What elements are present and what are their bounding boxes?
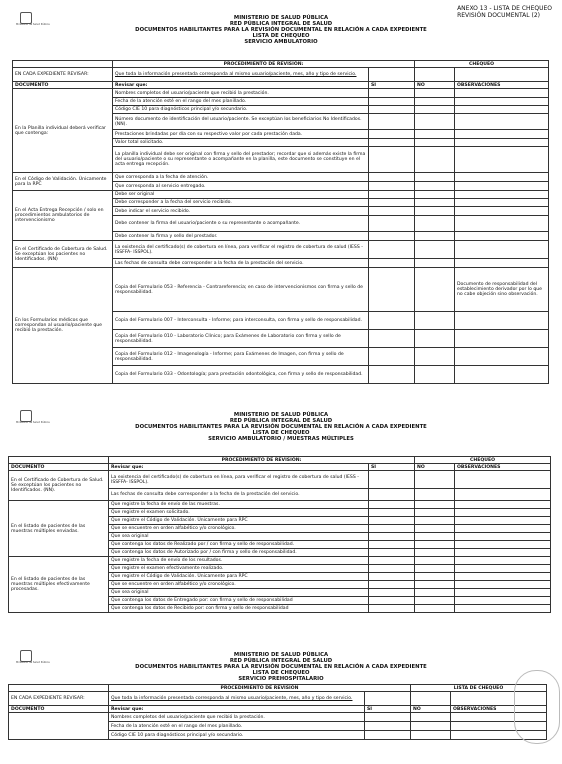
observations-cell[interactable] [455,232,549,241]
check-si[interactable] [369,525,415,533]
observations-cell[interactable] [455,312,549,330]
check-si[interactable] [369,89,415,98]
check-no[interactable] [415,489,455,501]
check-no[interactable] [415,533,455,541]
observations-cell[interactable] [455,68,549,82]
check-si[interactable] [369,581,415,589]
review-item: La existencia del certificado(s) de cobertura en línea, para verificar el registro de cobertura de salud (IESS - ISSFFA- ISSPOL). [109,471,369,489]
check-si[interactable] [369,241,415,259]
check-si[interactable] [369,517,415,525]
check-no[interactable] [415,471,455,489]
observations-cell[interactable] [455,330,549,348]
col-no: NO [415,464,455,471]
review-item: Copia del Formulario 033 - Odontología; para prestación odontológica, con firma y sello de responsabilidad. [113,366,369,384]
review-item: Que corresponda a la fecha de atención. [113,173,369,182]
review-item: Las fechas de consulta debe corresponder a la fecha de la prestación del servicio. [109,489,369,501]
list-title: LISTA DE CHEQUEO [252,33,310,39]
col-observaciones: OBSERVACIONES [451,706,547,713]
check-no[interactable] [415,348,455,366]
observations-cell[interactable] [455,216,549,232]
check-no[interactable] [415,98,455,106]
observations-cell[interactable] [455,106,549,114]
section-3-header [0,652,562,682]
check-si[interactable] [369,232,415,241]
observations-cell[interactable] [455,147,549,173]
check-no[interactable] [415,216,455,232]
check-si[interactable] [369,98,415,106]
check-si[interactable] [369,605,415,613]
review-item: Que registre el examen solicitado. [109,509,369,517]
network-title: RED PÚBLICA INTEGRAL DE SALUD [229,418,333,424]
check-si[interactable] [369,330,415,348]
observations-cell[interactable] [455,509,551,517]
review-item: Que se encuentre en orden alfabético y/o cronológico. [109,581,369,589]
observations-cell[interactable] [455,259,549,268]
check-no[interactable] [415,114,455,130]
observations-cell[interactable] [455,581,551,589]
check-no[interactable] [415,517,455,525]
service-title: SERVICIO AMBULATORIO / MUESTRAS MÚLTIPLES [208,436,354,442]
check-si[interactable] [369,501,415,509]
observations-cell[interactable] [455,139,549,147]
observations-cell[interactable] [455,182,549,191]
col-si: SI [369,82,415,89]
check-si[interactable] [365,731,411,740]
check-header: CHEQUEO [415,61,549,68]
col-revisar: Revisar que: [109,464,369,471]
checklist-table-ambulatorio [12,60,549,384]
check-si[interactable] [369,312,415,330]
group-label: En el Certificado de Cobertura de Salud. Se exceptúan los pacientes no Identificados. (NN) [13,241,113,268]
group-label: En la Planilla individual deberá verificar que contenga: [13,89,113,173]
check-no[interactable] [411,713,451,722]
observations-cell[interactable] [455,348,549,366]
check-no[interactable] [415,241,455,259]
review-item: Valor total solicitado. [113,139,369,147]
check-no[interactable] [415,366,455,384]
check-no[interactable] [415,525,455,533]
observations-cell[interactable] [455,573,551,581]
group-label: En el Acta Entrega Recepción / solo en procedimientos ambulatorios de intervencionismo [13,191,113,241]
list-title: LISTA DE CHEQUEO [252,430,310,436]
review-item: Que registre el Código de Validación. Únicamente para RPC [109,517,369,525]
group-label: En el listado de pacientes de las muestras múltiples efectivamente procesadas. [9,557,109,613]
check-no[interactable] [415,182,455,191]
col-documento: DOCUMENTO [13,82,113,89]
expediente-text: Que toda la información presentada corresponda al mismo usuario/paciente, mes, año y tipo de servicio. [109,692,365,706]
check-si[interactable] [369,565,415,573]
check-no[interactable] [415,139,455,147]
col-revisar: Revisar que: [109,706,365,713]
annex-line-1: ANEXO 13 - LISTA DE CHEQUEO [457,5,552,12]
check-si[interactable] [365,692,411,706]
check-no[interactable] [411,731,451,740]
approval-stamp [514,670,560,744]
check-si[interactable] [369,207,415,216]
check-si[interactable] [369,68,415,82]
group-label [9,713,109,740]
annex-line-2: REVISIÓN DOCUMENTAL (2) [457,12,541,19]
expediente-text: Que toda la información presentada corresponda al mismo usuario/paciente, mes, año y tipo de servicio. [113,68,369,82]
col-revisar: Revisar que: [113,82,369,89]
col-documento: DOCUMENTO [9,706,109,713]
check-no[interactable] [415,501,455,509]
check-si[interactable] [369,268,415,312]
check-si[interactable] [365,713,411,722]
checklist-table-muestras [8,456,551,613]
observations-cell[interactable] [455,241,549,259]
review-item: Que sea original [109,533,369,541]
check-si[interactable] [369,471,415,489]
review-item: Fecha de la atención esté en el rango del mes planillado. [113,98,369,106]
check-si[interactable] [369,216,415,232]
check-si[interactable] [369,549,415,557]
observations-cell[interactable] [455,489,551,501]
check-no[interactable] [411,692,451,706]
observations-cell[interactable] [455,191,549,199]
check-no[interactable] [415,581,455,589]
check-no[interactable] [415,605,455,613]
review-item: Prestaciones brindadas por día con su respectivo valor por cada prestación dada. [113,130,369,139]
network-title: RED PÚBLICA INTEGRAL DE SALUD [229,21,333,27]
logo-caption: Ministerio de Salud Pública [16,23,50,26]
check-no[interactable] [415,106,455,114]
group-label: En el Código de Validación. Únicamente para la RPC [13,173,113,191]
observations-cell[interactable] [455,541,551,549]
review-item: Debe ser original [113,191,369,199]
section-2-header [0,412,562,442]
check-no[interactable] [415,199,455,207]
service-title: SERVICIO PREHOSPITALARIO [238,676,324,682]
list-title: LISTA DE CHEQUEO [252,670,310,676]
check-si[interactable] [369,489,415,501]
col-si: SI [365,706,411,713]
check-no[interactable] [415,597,455,605]
observations-cell[interactable] [455,517,551,525]
review-item: Código CIE 10 para diagnósticos principal y/o secundario. [109,731,365,740]
group-label: En el listado de pacientes de las muestras múltiples enviadas. [9,501,109,557]
review-item: La planilla individual debe ser original con firma y sello del prestador; recordar que si además existe la firma del usuario/paciente o su representante o acompañante en la planilla, este documento se constituye en el acta entrega recepción. [113,147,369,173]
review-item: Copia del Formulario 010 - Laboratorio Clínico; para Exámenes de Laboratorio con firma y sello de responsabilidad. [113,330,369,348]
docs-title: DOCUMENTOS HABILITANTES PARA LA REVISIÓN DOCUMENTAL EN RELACIÓN A CADA EXPEDIENTE [135,27,427,33]
observations-cell[interactable] [455,589,551,597]
observations-cell[interactable] [455,366,549,384]
check-si[interactable] [369,182,415,191]
col-no: NO [411,706,451,713]
check-si[interactable] [369,130,415,139]
check-no[interactable] [415,191,455,199]
ministry-title: MINISTERIO DE SALUD PÚBLICA [233,15,329,21]
docs-title: DOCUMENTOS HABILITANTES PARA LA REVISIÓN DOCUMENTAL EN RELACIÓN A CADA EXPEDIENTE [135,424,427,430]
check-no[interactable] [415,549,455,557]
check-si[interactable] [369,597,415,605]
observations-cell[interactable] [455,605,551,613]
col-observaciones: OBSERVACIONES [455,464,551,471]
check-no[interactable] [415,207,455,216]
review-item: Que registre la fecha de envío de las muestras. [109,501,369,509]
check-no[interactable] [415,130,455,139]
review-item: Debe corresponder a la fecha del servicio recibido. [113,199,369,207]
observations-cell[interactable] [455,173,549,182]
check-si[interactable] [369,573,415,581]
group-label: En los Formularios médicos que correspondan al usuario/paciente que recibió la prestación. [13,268,113,384]
section-1-header [0,15,562,45]
review-item: Nombres completos del usuario/paciente que recibió la prestación. [113,89,369,98]
check-si[interactable] [369,173,415,182]
check-no[interactable] [415,541,455,549]
review-item: Copia del Formulario 053 - Referencia - Contrareferencia; en caso de intervencionismos con firma y sello de responsabilidad. [113,268,369,312]
group-label: En el Certificado de Cobertura de Salud. Se exceptúan los pacientes no Identificados. (NN). [9,471,109,501]
review-item: Las fechas de consulta debe corresponder a la fecha de la prestación del servicio. [113,259,369,268]
observations-cell[interactable] [455,557,551,565]
expediente-label: EN CADA EXPEDIENTE REVISAR: [9,692,109,706]
observations-cell[interactable] [455,549,551,557]
expediente-label: EN CADA EXPEDIENTE REVISAR: [13,68,113,82]
col-no: NO [415,82,455,89]
review-item: Que contenga los datos de Entregado por: con firma y sello de responsabilidad [109,597,369,605]
review-item: Debe contener la firma y sello del prestador. [113,232,369,241]
proc-header: PROCEDIMIENTO DE REVISIÓN: [113,61,415,68]
check-no[interactable] [415,312,455,330]
review-item: Que corresponda al servicio entregado. [113,182,369,191]
check-si[interactable] [369,139,415,147]
check-si[interactable] [369,114,415,130]
check-no[interactable] [415,173,455,182]
review-item: Que registre el examen efectivamente realizado. [109,565,369,573]
review-item: Debe indicar el servicio recibido. [113,207,369,216]
review-item: Que contenga los datos de Autorizado por / con firma y sello de responsabilidad. [109,549,369,557]
check-si[interactable] [369,509,415,517]
observations-cell[interactable] [455,207,549,216]
check-si[interactable] [369,191,415,199]
check-si[interactable] [369,366,415,384]
checklist-table-prehospitalario [8,684,547,740]
observations-cell[interactable] [455,471,551,489]
check-header: CHEQUEO [415,457,551,464]
check-no[interactable] [415,259,455,268]
check-no[interactable] [415,557,455,565]
observations-cell[interactable] [455,130,549,139]
logo-caption: Ministerio de Salud Pública [16,421,50,424]
logo-caption: Ministerio de Salud Pública [16,661,50,664]
review-item: Que registre la fecha de envío de los resultados. [109,557,369,565]
review-item: Debe contener la firma del usuario/paciente o su representante o acompañante. [113,216,369,232]
check-no[interactable] [415,147,455,173]
review-item: Que contenga los datos de Realizado por / con firma y sello de responsabilidad. [109,541,369,549]
check-si[interactable] [369,147,415,173]
review-item: Código CIE 10 para diagnósticos principal y/o secundario. [113,106,369,114]
col-observaciones: OBSERVACIONES [455,82,549,89]
check-si[interactable] [369,589,415,597]
ministry-title: MINISTERIO DE SALUD PÚBLICA [233,652,329,658]
observation-note[interactable]: Documento de responsabilidad del establecimiento derivador por lo que no cabe objeción sino observación. [455,268,549,312]
observations-cell[interactable] [455,501,551,509]
check-no[interactable] [415,68,455,82]
check-no[interactable] [415,268,455,312]
docs-title: DOCUMENTOS HABILITANTES PARA LA REVISIÓN DOCUMENTAL EN RELACIÓN A CADA EXPEDIENTE [135,664,427,670]
observations-cell[interactable] [455,89,549,98]
network-title: RED PÚBLICA INTEGRAL DE SALUD [229,658,333,664]
check-no[interactable] [415,89,455,98]
check-si[interactable] [369,106,415,114]
check-si[interactable] [369,533,415,541]
observations-cell[interactable] [455,114,549,130]
check-no[interactable] [415,565,455,573]
check-no[interactable] [415,232,455,241]
col-si: SI [369,464,415,471]
check-si[interactable] [369,348,415,366]
col-documento: DOCUMENTO [9,464,109,471]
review-item: Fecha de la atención esté en el rango del mes planillado. [109,722,365,731]
check-si[interactable] [365,722,411,731]
check-si[interactable] [369,259,415,268]
check-no[interactable] [415,330,455,348]
observations-cell[interactable] [455,565,551,573]
review-item: Nombres completos del usuario/paciente que recibió la prestación. [109,713,365,722]
review-item: Que se encuentre en orden alfabético y/o cronológico. [109,525,369,533]
observations-cell[interactable] [455,525,551,533]
check-no[interactable] [415,509,455,517]
observations-cell[interactable] [455,199,549,207]
review-item: Copia del Formulario 012 - Imagenología - Informe; para Exámenes de Imagen, con firma y sello de responsabilidad. [113,348,369,366]
check-si[interactable] [369,541,415,549]
observations-cell[interactable] [455,597,551,605]
proc-header: PROCEDIMIENTO DE REVISIÓN: [109,457,415,464]
check-no[interactable] [415,573,455,581]
check-no[interactable] [411,722,451,731]
review-item: Número documento de identificación del usuario/paciente. Se exceptúan los beneficiarios No Identificados. (NN). [113,114,369,130]
check-no[interactable] [415,589,455,597]
review-item: Que contenga los datos de Recibido por: con firma y sello de responsabilidad [109,605,369,613]
observations-cell[interactable] [455,98,549,106]
review-item: Copia del Formulario 007 - Interconsulta - Informe; para interconsulta, con firma y sello de responsabilidad. [113,312,369,330]
service-title: SERVICIO AMBULATORIO [244,39,318,45]
check-header: LISTA DE CHEQUEO [411,685,547,692]
proc-header: PROCEDIMIENTO DE REVISIÓN [109,685,411,692]
review-item: Que sea original [109,589,369,597]
ministry-title: MINISTERIO DE SALUD PÚBLICA [233,412,329,418]
review-item: Que registre el Código de Validación. Únicamente para RPC [109,573,369,581]
check-si[interactable] [369,199,415,207]
review-item: La existencia del certificado(s) de cobertura en línea, para verificar el registro de cobertura de salud (IESS - ISSFFA- ISSPOL). [113,241,369,259]
check-si[interactable] [369,557,415,565]
observations-cell[interactable] [455,533,551,541]
